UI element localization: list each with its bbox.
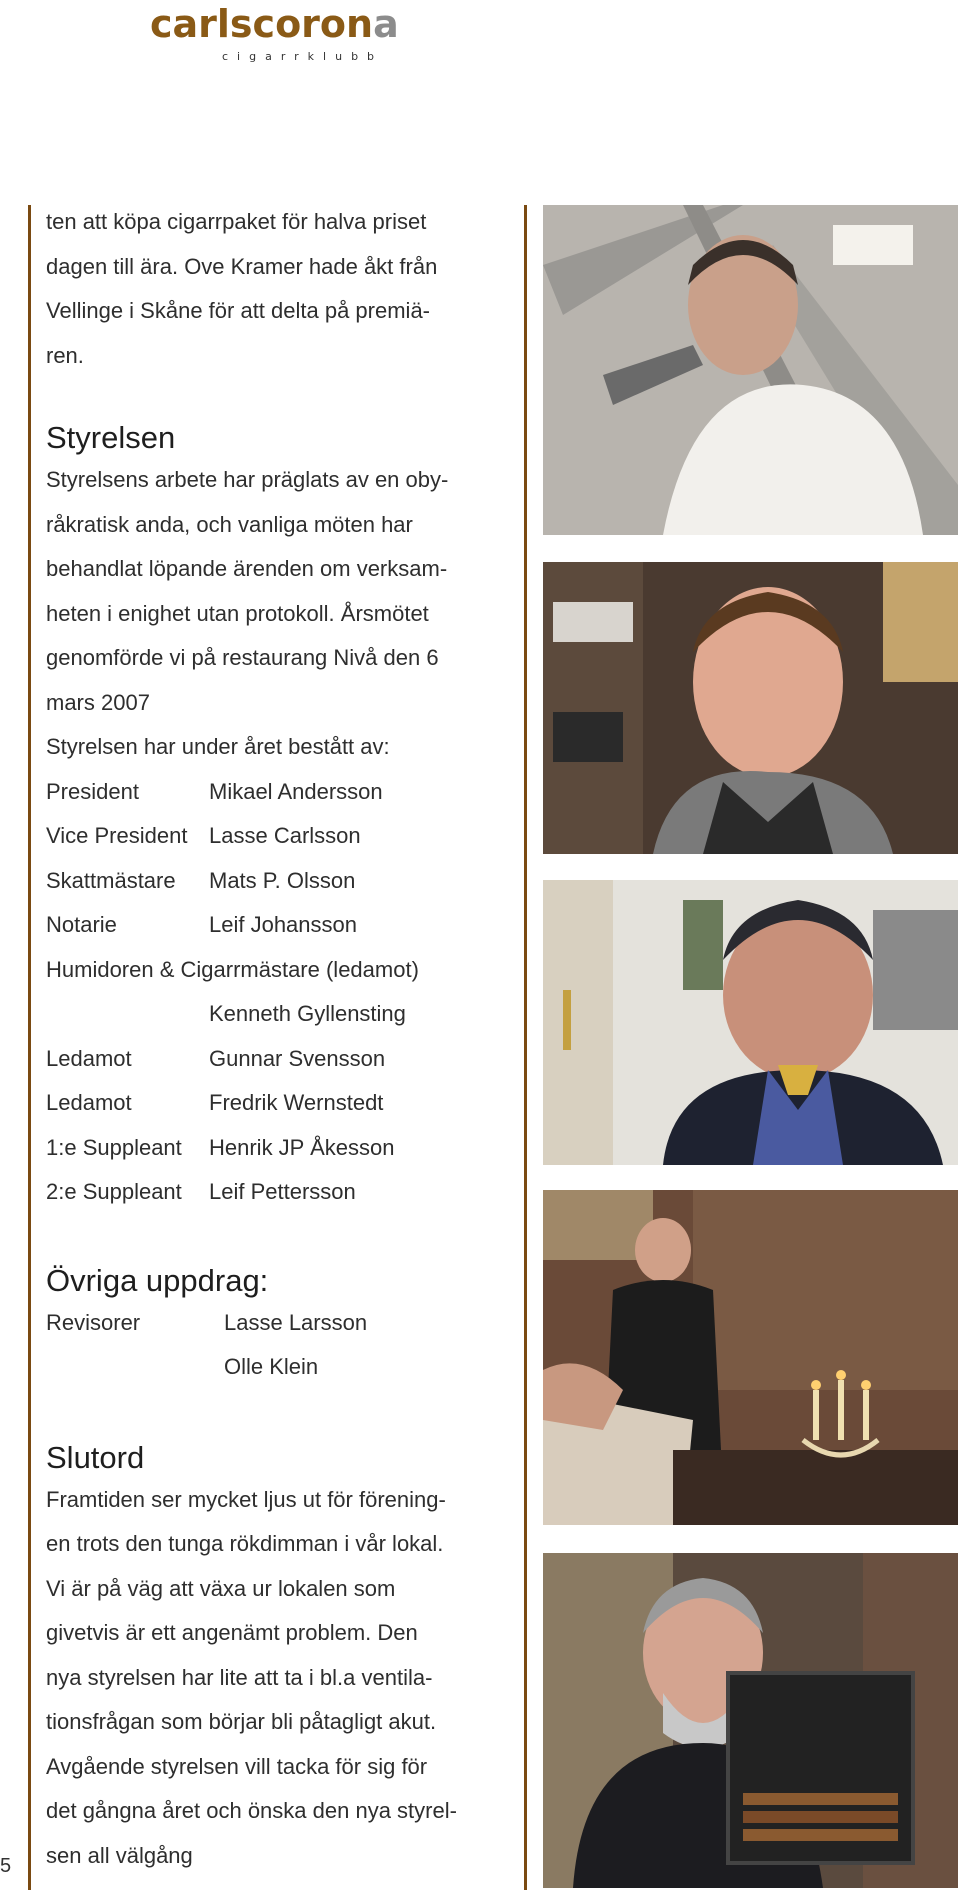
role-label: 2:e Suppleant <box>46 1179 182 1204</box>
styrelsen-paragraph <box>46 458 476 770</box>
club-logo <box>150 0 420 70</box>
roster-row <box>46 859 476 904</box>
member-name: Mats P. Olsson <box>209 867 356 893</box>
text-line: dagen till ära. Ove Kramer hade åkt från <box>46 253 438 279</box>
roster-row <box>46 1126 476 1171</box>
text-line: mars 2007 <box>46 689 150 715</box>
left-column-rule <box>28 205 31 1890</box>
section-heading-ovriga: Övriga uppdrag: <box>46 1262 269 1298</box>
role-label: Skattmästare <box>46 867 176 893</box>
roster-row <box>46 1037 476 1082</box>
text-line: behandlat löpande ärenden om verksam- <box>46 556 448 581</box>
role-label: Ledamot <box>46 1090 132 1115</box>
logo-subtitle: cigarrklubb <box>222 50 384 63</box>
member-name: Olle Klein <box>224 1354 319 1379</box>
role-label: Humidoren & Cigarrmästare (ledamot) <box>46 956 419 982</box>
section-heading-slutord: Slutord <box>46 1439 145 1475</box>
text-line: heten i enighet utan protokoll. Årsmötet <box>46 600 429 626</box>
text-line: Styrelsen har under året bestått av: <box>46 734 390 759</box>
intro-paragraph <box>46 200 476 378</box>
member-name: Gunnar Svensson <box>209 1045 386 1071</box>
member-name: Leif Johansson <box>209 912 357 937</box>
roster-row <box>46 1170 476 1215</box>
role-label: 1:e Suppleant <box>46 1134 182 1160</box>
roster-row <box>46 770 476 815</box>
text-line: råkratisk anda, och vanliga möten har <box>46 511 413 537</box>
text-line: genomförde vi på restaurang Nivå den 6 <box>46 645 439 670</box>
roster-row <box>46 1301 476 1346</box>
text-line: ren. <box>46 342 84 368</box>
member-name: Fredrik Wernstedt <box>209 1090 384 1115</box>
text-line: Vi är på väg att växa ur lokalen som <box>46 1575 396 1601</box>
text-line: Avgående styrelsen vill tacka för sig för <box>46 1753 428 1779</box>
member-name: Lasse Carlsson <box>209 823 361 848</box>
text-line: Framtiden ser mycket ljus ut för förening- <box>46 1486 446 1512</box>
roster-row <box>46 1081 476 1126</box>
auditors <box>46 1301 476 1390</box>
text-line: Styrelsens arbete har präglats av en oby- <box>46 467 449 492</box>
photo-man-with-glasses <box>543 205 958 535</box>
section-heading-styrelsen: Styrelsen <box>46 420 176 455</box>
logo-wordmark: carlscorona <box>150 2 399 46</box>
text-line: nya styrelsen har lite att ta i bl.a ventila- <box>46 1664 433 1690</box>
roster-row <box>46 814 476 859</box>
text-line: Vellinge i Skåne för att delta på premiä- <box>46 298 431 323</box>
text-column <box>46 200 476 1878</box>
text-line: givetvis är ett angenämt problem. Den <box>46 1620 418 1645</box>
board-roster <box>46 770 476 1215</box>
page-number: 5 <box>0 1855 12 1877</box>
photo-man-with-cigar-case <box>543 1553 958 1888</box>
role-label: President <box>46 778 139 804</box>
right-column-rule <box>524 205 527 1890</box>
member-name: Mikael Andersson <box>209 778 383 804</box>
role-label: Vice President <box>46 823 188 848</box>
photo-man-in-cravat <box>543 880 958 1165</box>
role-label: Ledamot <box>46 1045 132 1071</box>
member-name: Lasse Larsson <box>224 1309 368 1335</box>
member-name: Kenneth Gyllensting <box>209 1001 406 1026</box>
role-label: Revisorer <box>46 1309 141 1335</box>
text-line: en trots den tunga rökdimman i vår lokal. <box>46 1531 444 1556</box>
text-line: ten att köpa cigarrpaket för halva priset <box>46 209 427 234</box>
photo-club-meeting-candles <box>543 1190 958 1525</box>
role-label: Notarie <box>46 912 117 937</box>
text-line: det gångna året och önska den nya styrel- <box>46 1798 457 1823</box>
member-name: Henrik JP Åkesson <box>209 1134 395 1160</box>
roster-row <box>46 903 476 948</box>
slutord-paragraph <box>46 1478 476 1879</box>
member-name: Leif Pettersson <box>209 1179 356 1204</box>
text-line: sen all välgång <box>46 1842 193 1868</box>
text-line: tionsfrågan som börjar bli påtagligt akut. <box>46 1709 437 1734</box>
photo-young-man <box>543 562 958 854</box>
